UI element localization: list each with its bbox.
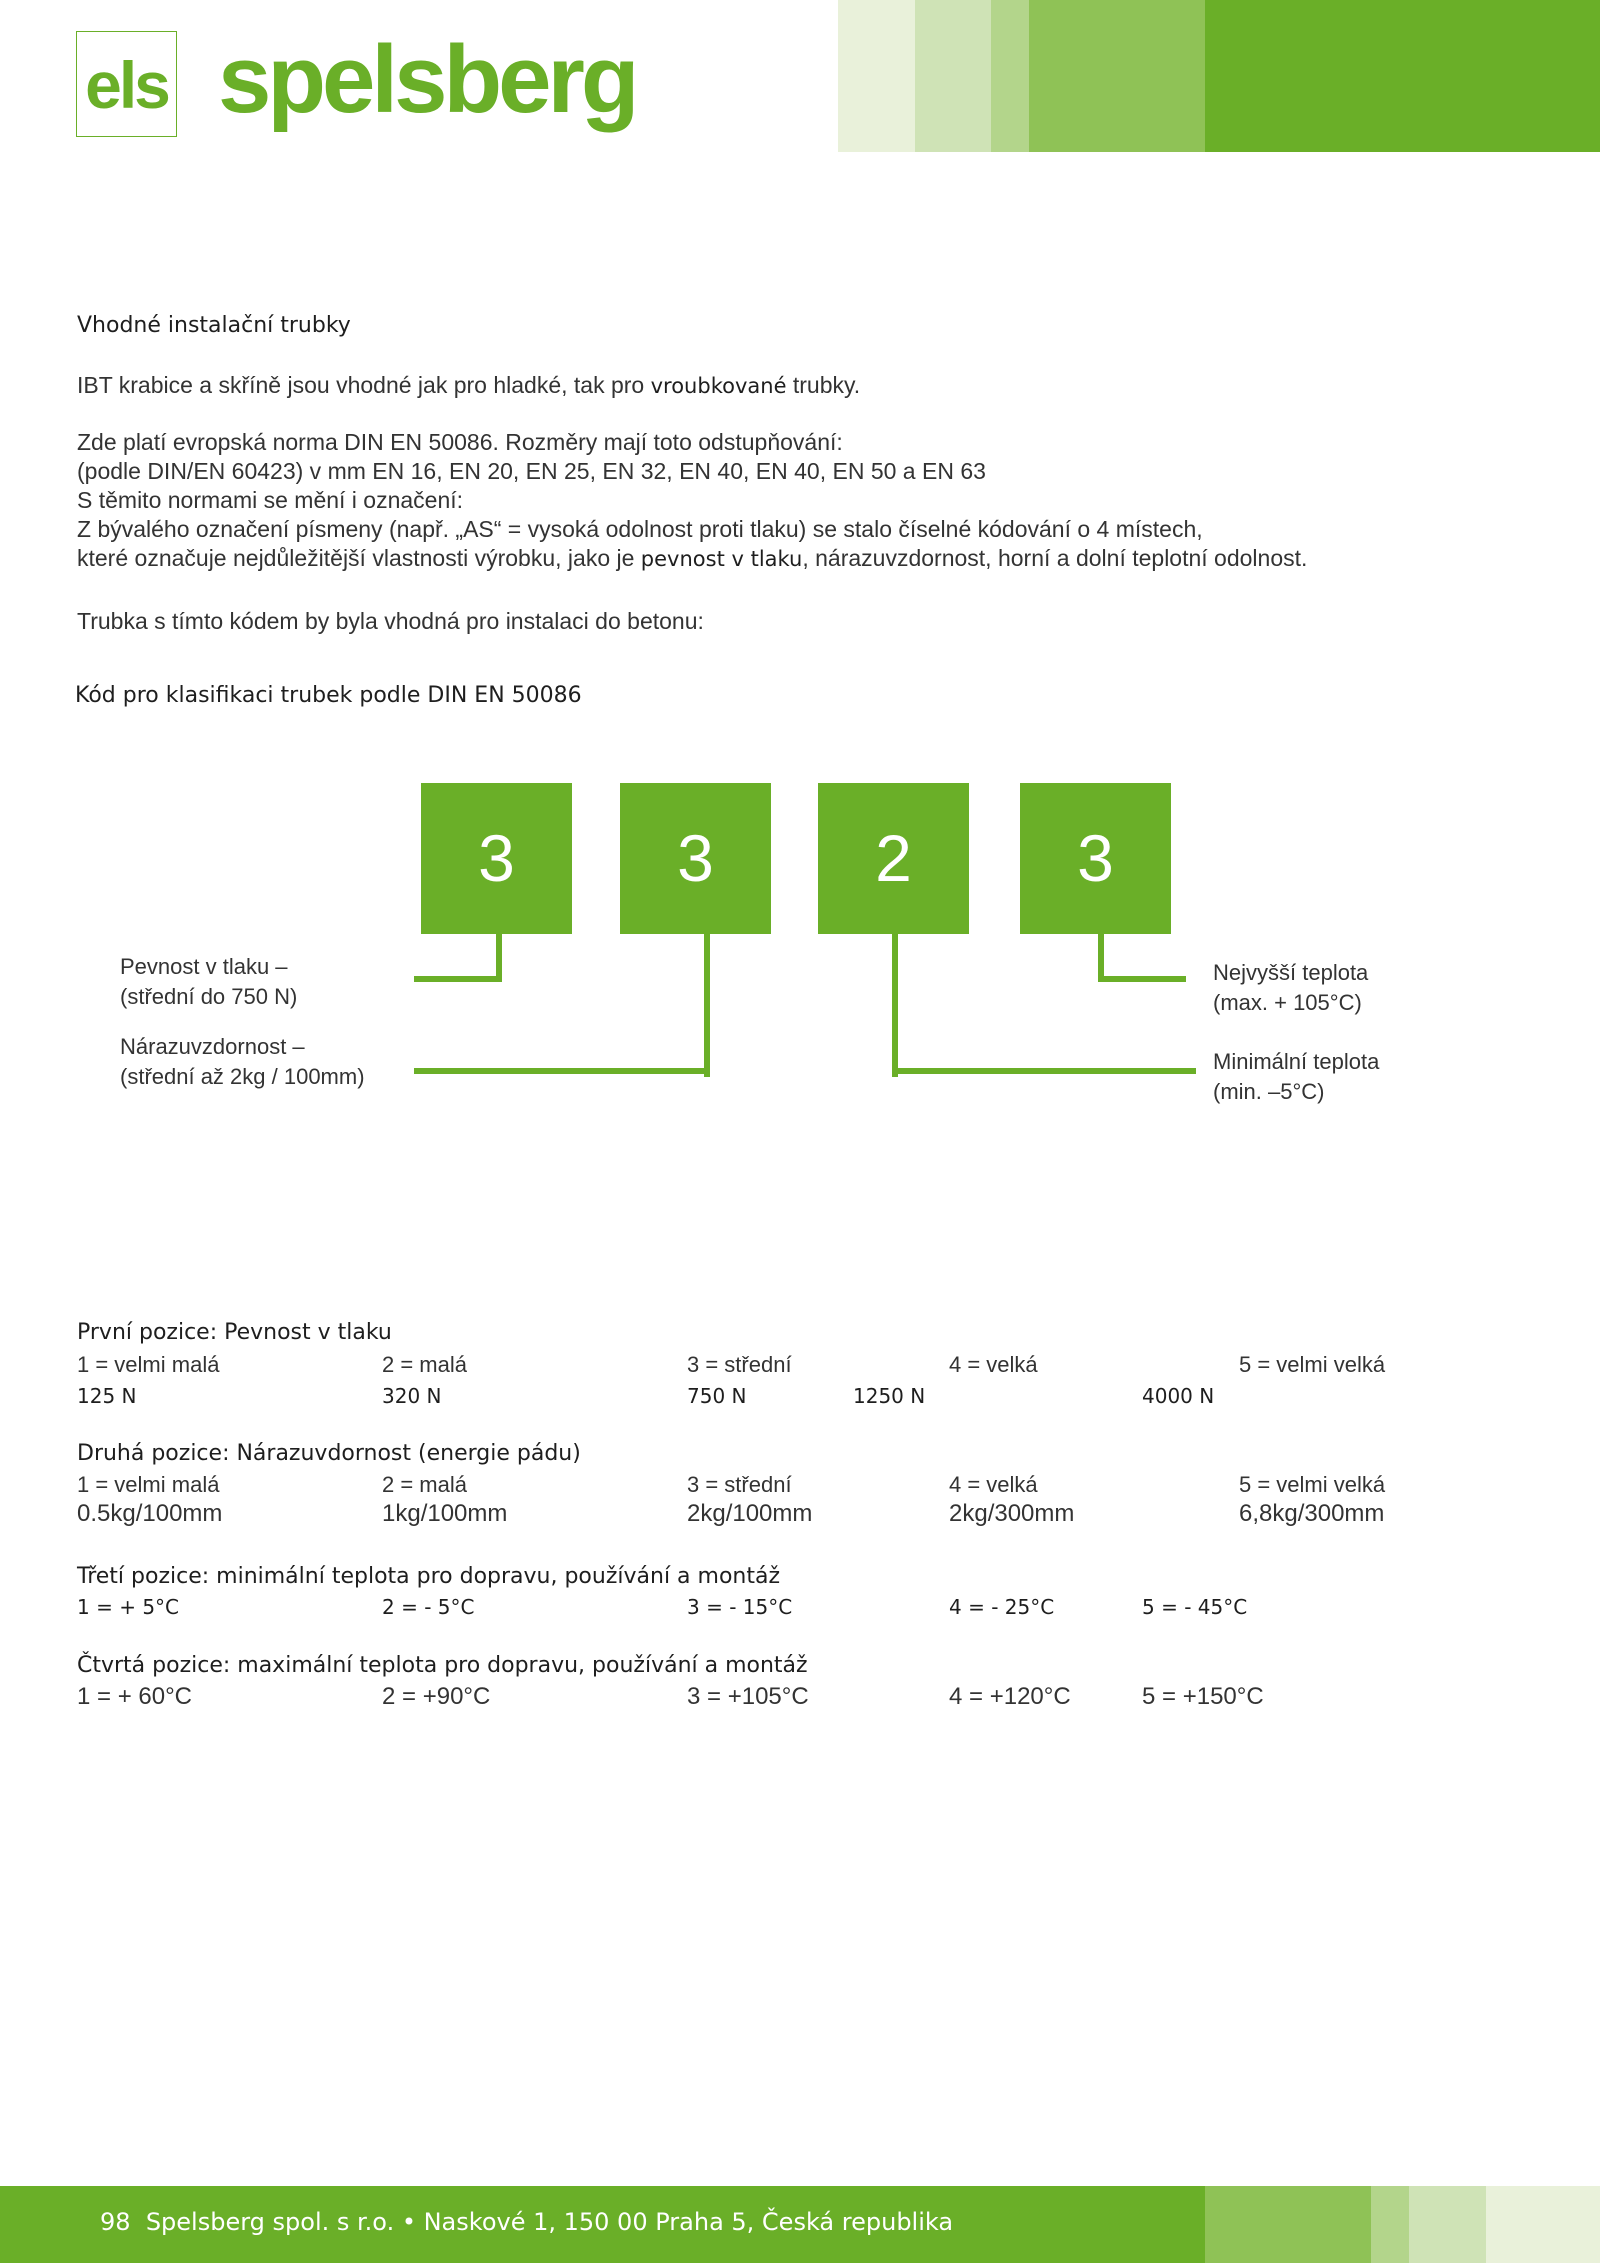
connector-digit-1-vertical [496,934,502,982]
position-3-value-3: 3 = - 15°C [687,1595,793,1619]
position-4-title: Čtvrtá pozice: maximální teplota pro dopravu, používání a montáž [77,1653,808,1678]
position-1-title: První pozice: Pevnost v tlaku [77,1320,392,1345]
position-1-class-2: 2 = malá [382,1352,467,1377]
label-min-temp-line-1: Minimální teplota [1213,1049,1380,1074]
p2-l5-pre: které označuje nejdůležitější vlastnosti výrobku, jako je [77,545,641,571]
label-pressure [120,952,297,1012]
label-pressure-line-1: Pevnost v tlaku – [120,954,288,979]
position-2-value-3: 2kg/100mm [687,1500,813,1527]
footer-address: Spelsberg spol. s r.o. • Naskové 1, 150 00 Praha 5, Česká republika [145,2208,954,2236]
position-3-title: Třetí pozice: minimální teplota pro dopravu, používání a montáž [77,1564,781,1589]
code-digit-2: 3 [620,783,771,934]
position-1-value-3: 750 N [687,1384,747,1408]
position-3-value-2: 2 = - 5°C [382,1595,475,1619]
position-1-value-5: 4000 N [1142,1384,1215,1408]
position-2-class-3: 3 = střední [687,1472,792,1497]
footer-band-4 [1409,2186,1486,2263]
footer-band-5 [1486,2186,1600,2263]
p2-line-4: Z bývalého označení písmeny (např. „AS“ = vysoká odolnost proti tlaku) se stalo číselné kódování o 4 místech, [77,516,1203,542]
position-4-value-2: 2 = +90°C [382,1683,491,1710]
p2-line-2: (podle DIN/EN 60423) v mm EN 16, EN 20, EN 25, EN 32, EN 40, EN 40, EN 50 a EN 63 [77,458,986,484]
connector-digit-3-horizontal [892,1068,1196,1074]
position-2-value-2: 1kg/100mm [382,1500,508,1527]
diagram-title: Kód pro klasifikaci trubek podle DIN EN 50086 [75,683,582,708]
position-4-value-5: 5 = +150°C [1142,1683,1264,1710]
position-3-value-1: 1 = + 5°C [77,1595,180,1619]
label-min-temp [1213,1047,1379,1107]
label-pressure-line-2: (střední do 750 N) [120,984,298,1009]
label-max-temp-line-1: Nejvyšší teplota [1213,960,1369,985]
section-heading: Vhodné instalační trubky [77,313,351,338]
position-4-value-1: 1 = + 60°C [77,1683,193,1710]
position-3-value-5: 5 = - 45°C [1142,1595,1248,1619]
position-2-value-1: 0.5kg/100mm [77,1500,223,1527]
position-3-value-4: 4 = - 25°C [949,1595,1055,1619]
p2-l5-post: , nárazuvzdornost, horní a dolní teplotní odolnost. [802,545,1308,571]
p1-bold: vroubkované [650,374,787,398]
code-digit-3: 2 [818,783,969,934]
connector-digit-1-horizontal [414,976,502,982]
position-1-class-5: 5 = velmi velká [1239,1352,1386,1377]
position-1-value-4: 1250 N [853,1384,926,1408]
paragraph-2 [77,428,1307,574]
position-4-value-3: 3 = +105°C [687,1683,809,1710]
connector-digit-4-horizontal [1098,976,1186,982]
paragraph-1 [77,371,860,401]
position-2-class-4: 4 = velká [949,1472,1038,1497]
label-impact-line-2: (střední až 2kg / 100mm) [120,1064,365,1089]
p1-pre: IBT krabice a skříně jsou vhodné jak pro hladké, tak pro [77,372,651,398]
logo-els: els [76,31,177,137]
position-2-title: Druhá pozice: Nárazuvdornost (energie pádu) [77,1441,581,1466]
position-2-value-5: 6,8kg/300mm [1239,1500,1385,1527]
position-1-value-2: 320 N [382,1384,442,1408]
code-digit-1: 3 [421,783,572,934]
p2-line-5 [77,544,1307,574]
label-max-temp [1213,958,1368,1018]
position-2-value-4: 2kg/300mm [949,1500,1075,1527]
p2-l5-bold: pevnost v tlaku [640,547,803,571]
header-band-1 [838,0,915,152]
position-2-class-5: 5 = velmi velká [1239,1472,1386,1497]
label-impact-line-1: Nárazuvzdornost – [120,1034,305,1059]
header-band-5 [1205,0,1600,152]
label-max-temp-line-2: (max. + 105°C) [1213,990,1362,1015]
header-band-4 [1029,0,1205,152]
p1-post: trubky. [786,372,861,398]
logo-spelsberg: spelsberg [218,26,636,133]
page-number: 98 [100,2208,131,2236]
code-digit-4: 3 [1020,783,1171,934]
label-impact [120,1032,365,1092]
label-min-temp-line-2: (min. –5°C) [1213,1079,1325,1104]
connector-digit-4-vertical [1098,934,1104,982]
position-1-class-1: 1 = velmi malá [77,1352,220,1377]
header-band-2 [915,0,991,152]
position-2-class-1: 1 = velmi malá [77,1472,220,1497]
position-1-class-3: 3 = střední [687,1352,792,1377]
footer-text [100,2208,953,2236]
connector-digit-2-vertical [704,934,710,1077]
footer-band-2 [1205,2186,1371,2263]
connector-digit-3-vertical [892,934,898,1077]
position-1-class-4: 4 = velká [949,1352,1038,1377]
position-1-value-1: 125 N [77,1384,137,1408]
position-2-class-2: 2 = malá [382,1472,467,1497]
connector-digit-2-horizontal [414,1068,710,1074]
position-4-value-4: 4 = +120°C [949,1683,1071,1710]
footer-band-3 [1371,2186,1409,2263]
p2-line-1: Zde platí evropská norma DIN EN 50086. Rozměry mají toto odstupňování: [77,429,843,455]
p2-line-3: S těmito normami se mění i označení: [77,487,464,513]
header-band-3 [991,0,1029,152]
paragraph-3: Trubka s tímto kódem by byla vhodná pro instalaci do betonu: [77,608,704,634]
